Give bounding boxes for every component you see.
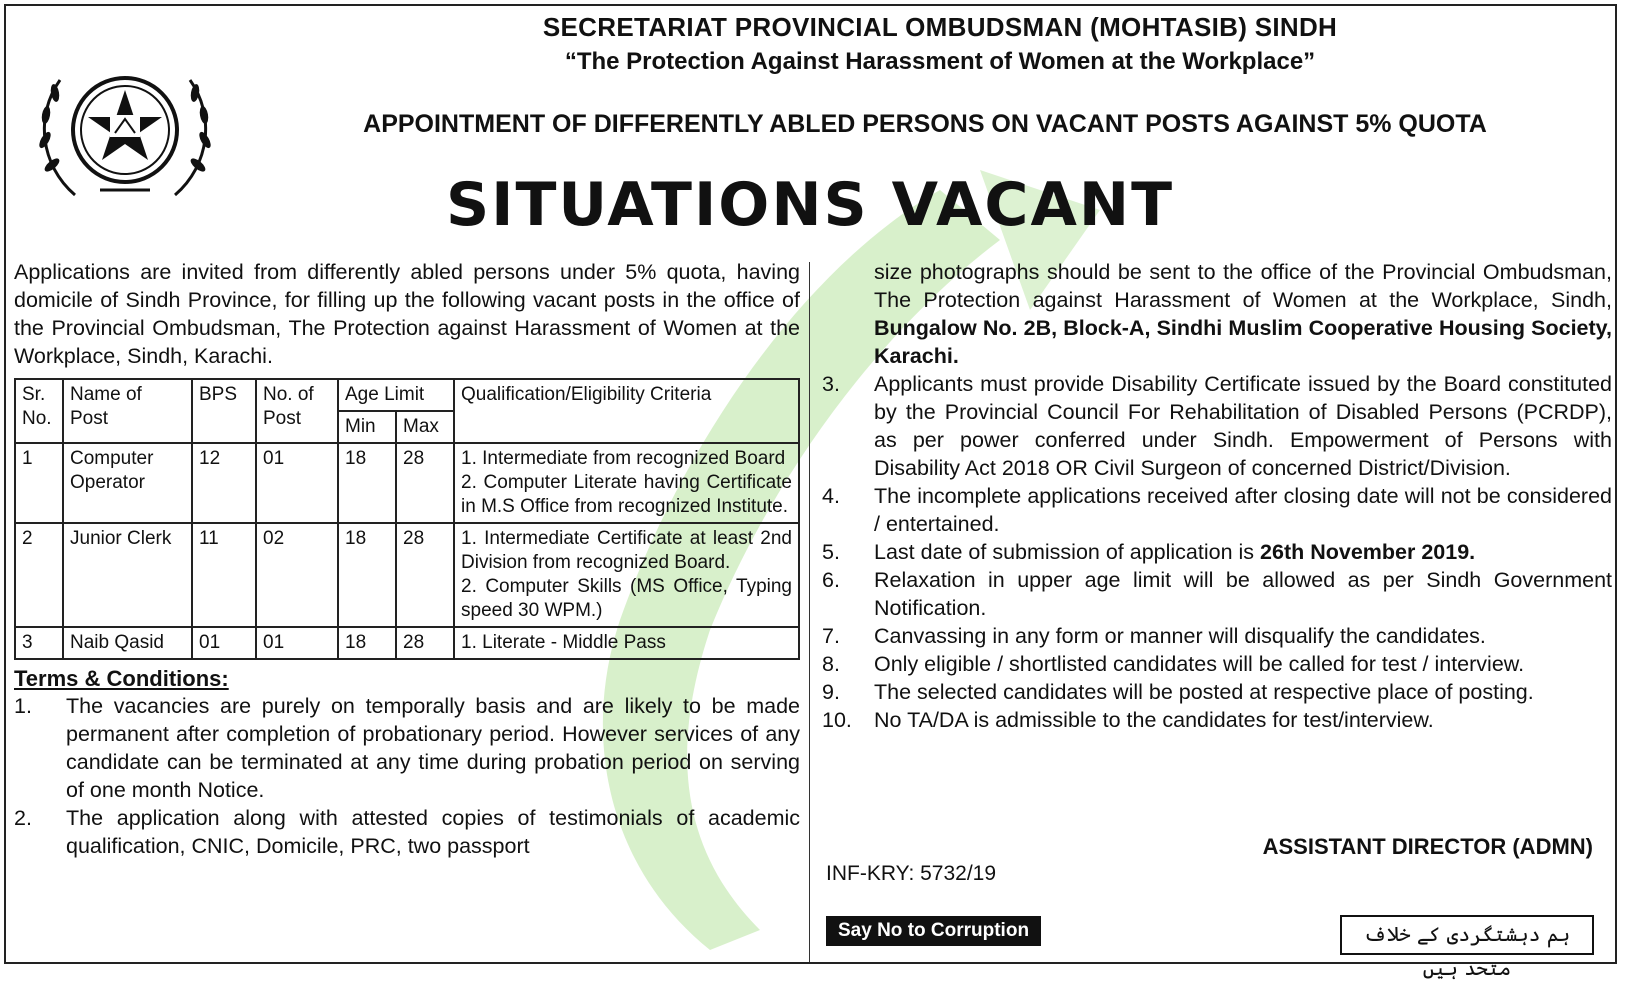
item-number: 9. xyxy=(822,680,840,704)
item-text xyxy=(874,258,1612,370)
item-number: 10. xyxy=(822,708,852,732)
cell-bps: 12 xyxy=(192,443,256,523)
list-item xyxy=(822,370,1612,482)
cell-max-age: 28 xyxy=(396,523,454,627)
list-item xyxy=(14,692,800,804)
organization-subtitle: “The Protection Against Harassment of Women at the Workplace” xyxy=(564,48,1316,75)
continued-text: size photographs should be sent to the office of the Provincial Ombudsman, The Protection against Harassment of Women at the Workplace, Sindh, xyxy=(874,260,1612,312)
item-number: 1. xyxy=(14,694,32,718)
ombudsman-seal-logo xyxy=(30,55,220,205)
item-number: 6. xyxy=(822,568,840,592)
item-text: The selected candidates will be posted at respective place of posting. xyxy=(874,680,1534,704)
table-row xyxy=(15,627,799,659)
table-row xyxy=(15,523,799,627)
list-item xyxy=(14,804,800,860)
col-header-name: Name of Post xyxy=(63,379,192,443)
col-header-qualification: Qualification/Eligibility Criteria xyxy=(454,379,799,443)
item-number: 8. xyxy=(822,652,840,676)
col-header-bps: BPS xyxy=(192,379,256,443)
list-item xyxy=(822,678,1612,706)
table-row xyxy=(15,443,799,523)
qualification-line: 1. Intermediate Certificate at least 2nd Division from recognized Board. xyxy=(461,528,792,573)
col-header-max: Max xyxy=(396,411,454,443)
qualification-line: 1. Intermediate from recognized Board xyxy=(461,448,786,469)
organization-title: SECRETARIAT PROVINCIAL OMBUDSMAN (MOHTASIB) SINDH xyxy=(542,12,1338,42)
terms-list xyxy=(14,692,800,860)
terms-heading: Terms & Conditions: xyxy=(14,666,229,691)
item-text: Applicants must provide Disability Certificate issued by the Board constituted by the Provincial Council For Rehabilitation of Disabled Persons (PCRDP), as per power conferred under Sindh. Empowerment of Persons with Disability Act 2018 OR Civil Surgeon of concerned District/Division. xyxy=(874,372,1612,480)
cell-count: 01 xyxy=(256,443,338,523)
col-header-age: Age Limit xyxy=(338,379,454,411)
item-number: 3. xyxy=(822,372,840,396)
right-column xyxy=(822,258,1612,734)
signature-title: ASSISTANT DIRECTOR (ADMN) xyxy=(1262,834,1593,859)
list-item xyxy=(822,258,1612,370)
cell-min-age: 18 xyxy=(338,627,396,659)
col-header-min: Min xyxy=(338,411,396,443)
cell-sr: 2 xyxy=(15,523,63,627)
column-divider xyxy=(809,262,810,962)
anti-corruption-badge: Say No to Corruption xyxy=(826,916,1041,946)
urdu-slogan: ہم دہشتگردی کے خلاف متحد ہیں xyxy=(1340,915,1594,955)
cell-count: 02 xyxy=(256,523,338,627)
item-text: Only eligible / shortlisted candidates will be called for test / interview. xyxy=(874,652,1525,676)
list-item xyxy=(822,482,1612,538)
reference-number: INF-KRY: 5732/19 xyxy=(826,862,997,885)
qualification-line: 2. Computer Skills (MS Office, Typing speed 30 WPM.) xyxy=(461,576,792,621)
situations-vacant-headline: SITUATIONS VACANT xyxy=(445,170,1175,240)
item-text: No TA/DA is admissible to the candidates for test/interview. xyxy=(874,708,1434,732)
cell-sr: 3 xyxy=(15,627,63,659)
list-item xyxy=(822,706,1612,734)
item-number: 4. xyxy=(822,484,840,508)
col-header-sr: Sr. No. xyxy=(15,379,63,443)
list-item xyxy=(822,538,1612,566)
item-number: 5. xyxy=(822,540,840,564)
table-header-row xyxy=(15,379,799,411)
qualification-line: 1. Literate - Middle Pass xyxy=(461,632,666,653)
deadline-text: Last date of submission of application is xyxy=(874,540,1261,564)
cell-min-age: 18 xyxy=(338,443,396,523)
item-text xyxy=(874,538,1612,566)
left-column xyxy=(14,258,800,860)
list-item xyxy=(822,622,1612,650)
deadline-date: 26th November 2019. xyxy=(1260,540,1476,564)
terms-list-continued xyxy=(822,258,1612,734)
item-number: 7. xyxy=(822,624,840,648)
item-text: Canvassing in any form or manner will disqualify the candidates. xyxy=(874,624,1486,648)
cell-qualification xyxy=(454,627,799,659)
item-number: 2. xyxy=(14,806,32,830)
list-item xyxy=(822,566,1612,622)
cell-qualification xyxy=(454,443,799,523)
cell-sr: 1 xyxy=(15,443,63,523)
qualification-line: 2. Computer Literate having Certificate in M.S Office from recognized Institute. xyxy=(461,472,792,517)
item-text: The vacancies are purely on temporally basis and are likely to be made permanent after completion of probationary period. However services of any candidate can be terminated at any time during probation period on serving of one month Notice. xyxy=(66,694,800,802)
intro-paragraph: Applications are invited from differently abled persons under 5% quota, having domicile of Sindh Province, for filling up the following vacant posts in the office of the Provincial Ombudsman, The Protection against Harassment of Women at the Workplace, Sindh, Karachi. xyxy=(14,260,800,368)
cell-max-age: 28 xyxy=(396,627,454,659)
item-text: The incomplete applications received after closing date will not be considered / entertained. xyxy=(874,484,1612,536)
cell-qualification xyxy=(454,523,799,627)
item-text: The application along with attested copies of testimonials of academic qualification, CNIC, Domicile, PRC, two passport xyxy=(66,806,800,858)
cell-count: 01 xyxy=(256,627,338,659)
cell-max-age: 28 xyxy=(396,443,454,523)
cell-post-name: Junior Clerk xyxy=(63,523,192,627)
cell-min-age: 18 xyxy=(338,523,396,627)
office-address: Bungalow No. 2B, Block-A, Sindhi Muslim Cooperative Housing Society, Karachi. xyxy=(874,316,1612,368)
cell-post-name: Computer Operator xyxy=(63,443,192,523)
cell-bps: 11 xyxy=(192,523,256,627)
item-text: Relaxation in upper age limit will be allowed as per Sindh Government Notification. xyxy=(874,568,1612,620)
vacancy-table xyxy=(14,378,800,660)
appointment-heading: APPOINTMENT OF DIFFERENTLY ABLED PERSONS ON VACANT POSTS AGAINST 5% QUOTA xyxy=(363,110,1487,138)
cell-post-name: Naib Qasid xyxy=(63,627,192,659)
cell-bps: 01 xyxy=(192,627,256,659)
list-item xyxy=(822,650,1612,678)
col-header-count: No. of Post xyxy=(256,379,338,443)
